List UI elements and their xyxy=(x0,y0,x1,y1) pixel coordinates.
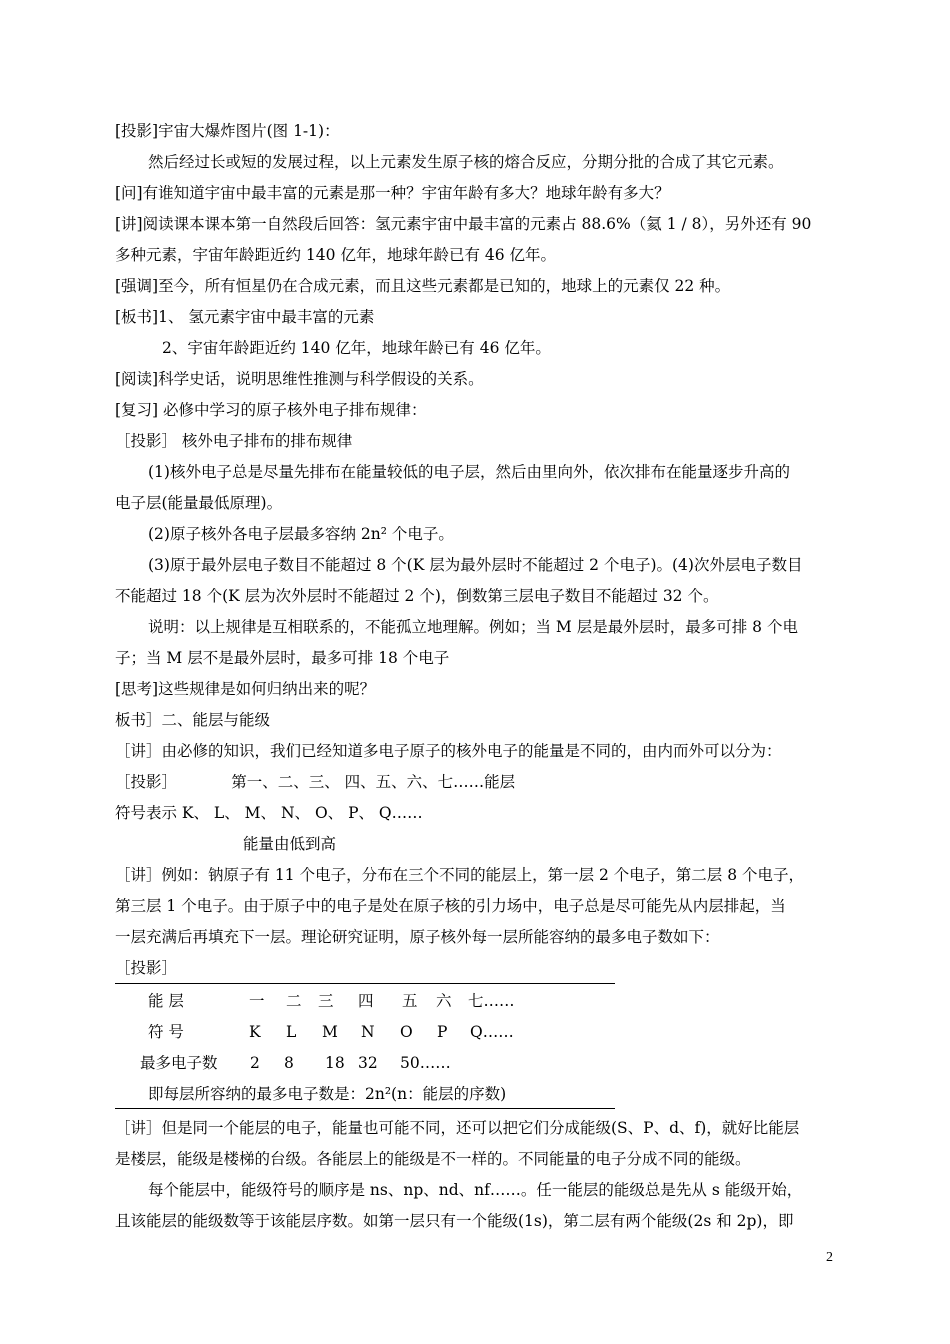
layer-cell: 四 xyxy=(358,992,374,1010)
text-line: [阅读]科学史话，说明思维性推测与科学假设的关系。 xyxy=(115,370,484,388)
text-line: ［讲］由必修的知识，我们已经知道多电子原子的核外电子的能量是不同的，由内而外可以分为： xyxy=(115,742,782,760)
text-line: 说明：以上规律是互相联系的，不能孤立地理解。例如；当 M 层是最外层时，最多可排 8 个电 xyxy=(148,618,798,636)
text-line: 是楼层，能级是楼梯的台级。各能层上的能级是不一样的。不同能量的电子分成不同的能级。 xyxy=(115,1150,751,1168)
text-line: [复习] 必修中学习的原子核外电子排布规律： xyxy=(115,401,427,419)
formula-line: 即每层所容纳的最多电子数是：2n²(n：能层的序数) xyxy=(148,1085,507,1103)
electron-cell: 2 xyxy=(250,1054,260,1072)
electron-cell: 8 xyxy=(284,1054,294,1072)
text-line: [讲]阅读课本课本第一自然段后回答：氢元素宇宙中最丰富的元素占 88.6%（氦 1 / 8），另外还有 90 xyxy=(115,215,812,233)
text-line: ［投影］ 第一、二、三、 四、五、六、七……能层 xyxy=(115,773,516,791)
text-line: [思考]这些规律是如何归纳出来的呢？ xyxy=(115,680,376,698)
text-line: (1)核外电子总是尽量先排布在能量较低的电子层，然后由里向外，依次排布在能量逐步升高的 xyxy=(148,463,790,481)
table-bottom-rule xyxy=(115,1108,615,1109)
electron-cell: 32 xyxy=(358,1054,378,1072)
layer-cell: 三 xyxy=(318,992,334,1010)
text-line: 符号表示 K、 L、 M、 N、 O、 P、 Q…… xyxy=(115,804,423,822)
symbol-cell: O xyxy=(400,1023,413,1041)
text-line: 板书］二、能层与能级 xyxy=(115,711,271,729)
table-row-label: 最多电子数 xyxy=(140,1054,218,1072)
layer-cell: 七…… xyxy=(468,992,515,1010)
text-line: 子；当 M 层不是最外层时，最多可排 18 个电子 xyxy=(115,649,450,667)
layer-cell: 五 xyxy=(402,992,418,1010)
text-line: 多种元素，宇宙年龄距近约 140 亿年，地球年龄已有 46 亿年。 xyxy=(115,246,557,264)
text-line: 不能超过 18 个(K 层为次外层时不能超过 2 个)，倒数第三层电子数目不能超过 32 个。 xyxy=(115,587,719,605)
table-top-rule xyxy=(115,983,615,984)
layer-cell: 六 xyxy=(436,992,452,1010)
text-line: 2、宇宙年龄距近约 140 亿年，地球年龄已有 46 亿年。 xyxy=(162,339,551,357)
symbol-cell: Q…… xyxy=(470,1023,514,1041)
text-line: 然后经过长或短的发展过程，以上元素发生原子核的熔合反应，分期分批的合成了其它元素。 xyxy=(148,153,784,171)
table-row-label: 能 层 xyxy=(148,992,184,1010)
text-line: ［讲］例如：钠原子有 11 个电子，分布在三个不同的能层上，第一层 2 个电子，第二层 8 个电子， xyxy=(115,866,805,884)
text-line: (2)原子核外各电子层最多容纳 2n² 个电子。 xyxy=(148,525,454,543)
text-line: ［讲］但是同一个能层的电子，能量也可能不同，还可以把它们分成能级(S、P、d、f)，就好比能层 xyxy=(115,1119,800,1137)
electron-cell: 50…… xyxy=(400,1054,451,1072)
text-line: 能量由低到高 xyxy=(243,835,337,853)
symbol-cell: N xyxy=(361,1023,375,1041)
table-row-label: 符 号 xyxy=(148,1023,184,1041)
electron-cell: 18 xyxy=(325,1054,345,1072)
text-line: 电子层(能量最低原理)。 xyxy=(115,494,283,512)
text-line: 一层充满后再填充下一层。理论研究证明，原子核外每一层所能容纳的最多电子数如下： xyxy=(115,928,720,946)
text-line: [投影]宇宙大爆炸图片(图 1-1)： xyxy=(115,122,340,140)
layer-cell: 一 xyxy=(249,992,265,1010)
text-line: 每个能层中，能级符号的顺序是 ns、np、nd、nf……。任一能层的能级总是先从 s 能级开始， xyxy=(148,1181,803,1199)
text-line: 第三层 1 个电子。由于原子中的电子是处在原子核的引力场中，电子总是尽可能先从内层排起，当 xyxy=(115,897,786,915)
symbol-cell: L xyxy=(286,1023,297,1041)
symbol-cell: M xyxy=(322,1023,338,1041)
symbol-cell: P xyxy=(437,1023,448,1041)
text-line: ［投影］ 核外电子排布的排布规律 xyxy=(115,432,353,450)
text-line: [强调]至今，所有恒星仍在合成元素，而且这些元素都是已知的，地球上的元素仅 22 种。 xyxy=(115,277,731,295)
text-line: ［投影］ xyxy=(115,959,178,977)
text-line: [板书]1、 氢元素宇宙中最丰富的元素 xyxy=(115,308,375,326)
text-line: [问]有谁知道宇宙中最丰富的元素是那一种？宇宙年龄有多大？地球年龄有多大？ xyxy=(115,184,670,202)
layer-cell: 二 xyxy=(286,992,302,1010)
page-number: 2 xyxy=(826,1250,833,1265)
symbol-cell: K xyxy=(249,1023,261,1041)
text-line: (3)原于最外层电子数目不能超过 8 个(K 层为最外层时不能超过 2 个电子)。(4)次外层电子数目 xyxy=(148,556,803,574)
text-line: 且该能层的能级数等于该能层序数。如第一层只有一个能级(1s)，第二层有两个能级(2s 和 2p)，即 xyxy=(115,1212,794,1230)
